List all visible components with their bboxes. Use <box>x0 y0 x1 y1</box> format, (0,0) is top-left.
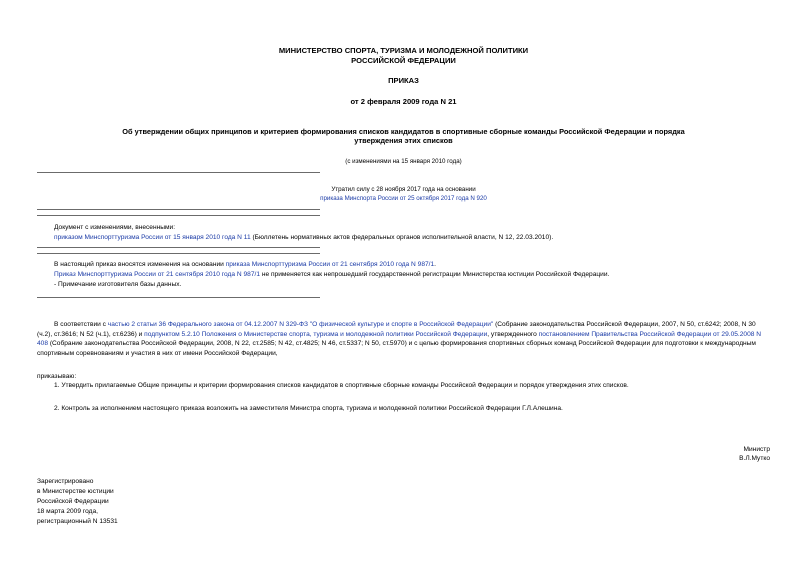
amendment-order-link[interactable]: приказом Минспорттуризма России от 15 января 2010 года N 11 <box>54 234 251 241</box>
ministry-name-line2: РОССИЙСКОЙ ФЕДЕРАЦИИ <box>351 56 456 65</box>
signatory-position: Министр <box>743 446 770 453</box>
document-date-number: от 2 февраля 2009 года N 21 <box>350 97 457 106</box>
editor-note-line2: Приказ Минспорттуризма России от 21 сентября 2010 года N 987/1 не применяется как непрошедший государственной регистрации Министерства юстиции Российской Федерации. <box>54 271 610 278</box>
document-title-line2: утверждения этих списков <box>354 136 453 145</box>
registration-line: 18 марта 2009 года, <box>37 508 98 515</box>
changes-line <box>54 233 553 242</box>
editor-note-line3: - Примечание изготовителя базы данных. <box>54 281 182 288</box>
repeal-order-link[interactable]: приказа Минспорта России от 25 октября 2017 года N 920 <box>320 195 487 202</box>
divider <box>37 172 320 173</box>
registration-line: в Министерстве юстиции <box>37 488 114 495</box>
divider <box>37 297 320 298</box>
bulletin-reference: (Бюллетень нормативных актов федеральных органов исполнительной власти, N 12, 22.03.2010). <box>250 234 554 241</box>
divider <box>37 209 320 210</box>
repeal-status-text: Утратил силу с 28 ноября 2017 года на основании <box>331 186 476 193</box>
amendments-note: (с изменениями на 15 января 2010 года) <box>345 158 462 165</box>
registration-line: регистрационный N 13531 <box>37 518 118 525</box>
divider <box>37 247 320 248</box>
divider <box>37 215 320 216</box>
changes-intro: Документ с изменениями, внесенными: <box>54 224 176 231</box>
government-resolution-link[interactable]: постановлением Правительства Российской Федерации от 29.05.2008 N 408 <box>37 330 762 348</box>
order-word: приказываю: <box>37 373 77 380</box>
ministry-name-line1: МИНИСТЕРСТВО СПОРТА, ТУРИЗМА И МОЛОДЕЖНОЙ ПОЛИТИКИ <box>278 46 529 55</box>
basis-order-link[interactable]: приказа Минспорттуризма России от 21 сентября 2010 года N 987/1 <box>225 261 435 268</box>
editor-note-line1: В настоящий приказ вносятся изменения на основании приказа Минспорттуризма России от 21 сентября 2010 года N 987/1. <box>54 261 436 268</box>
order-item-2: 2. Контроль за исполнением настоящего приказа возложить на заместителя Министра спорта, туризма и молодежной политики Российской Федерации Г.Л.Алешина. <box>54 405 563 412</box>
divider <box>37 253 320 254</box>
regulation-subclause-link[interactable]: подпунктом 5.2.10 Положения о Министерстве спорта, туризма и молодежной политики Российской Федерации <box>144 330 488 338</box>
preamble-paragraph: В соответствии с частью 2 статьи 36 Федерального закона от 04.12.2007 N 329-ФЗ "О физической культуре и спорте в Российской Федерации" (Собрание законодательства Российской Федерации, 2007, N 50, ст.6242; 2008, N 30 (ч.2), ст.3616; N 52 (ч.1), ст.6236) и подпунктом 5.2.10 Положения о Министерстве спорта, туризма и молодежной политики Российской Федерации, утвержденного постановлением Правительства Российской Федерации от 29.05.2008 N 408 (Собрание законодательства Российской Федерации, 2008, N 22, ст.2585; N 42, ст.4825; N 46, ст.5337; N 50, ст.5970) и с целью формирования спортивных сборных команд Российской Федерации для подготовки к международным спортивным соревнованиям и участия в них от имени Российской Федерации, <box>37 321 762 357</box>
signatory-name: В.Л.Мутко <box>739 455 770 462</box>
registration-line: Российской Федерации <box>37 498 109 505</box>
document-title-line1: Об утверждении общих принципов и критериев формирования списков кандидатов в спортивные сборные команды Российской Федерации и порядка <box>122 127 685 136</box>
order-item-1: 1. Утвердить прилагаемые Общие принципы и критерии формирования списков кандидатов в спортивные сборные команды Российской Федерации и порядок утверждения этих списков. <box>54 382 629 389</box>
document-type: ПРИКАЗ <box>388 76 419 85</box>
unregistered-order-link[interactable]: Приказ Минспорттуризма России от 21 сентября 2010 года N 987/1 <box>54 271 260 278</box>
registration-line: Зарегистрировано <box>37 478 94 485</box>
federal-law-link[interactable]: частью 2 статьи 36 Федерального закона от 04.12.2007 N 329-ФЗ "О физической культуре и спорте в Российской Федерации" <box>107 321 494 328</box>
